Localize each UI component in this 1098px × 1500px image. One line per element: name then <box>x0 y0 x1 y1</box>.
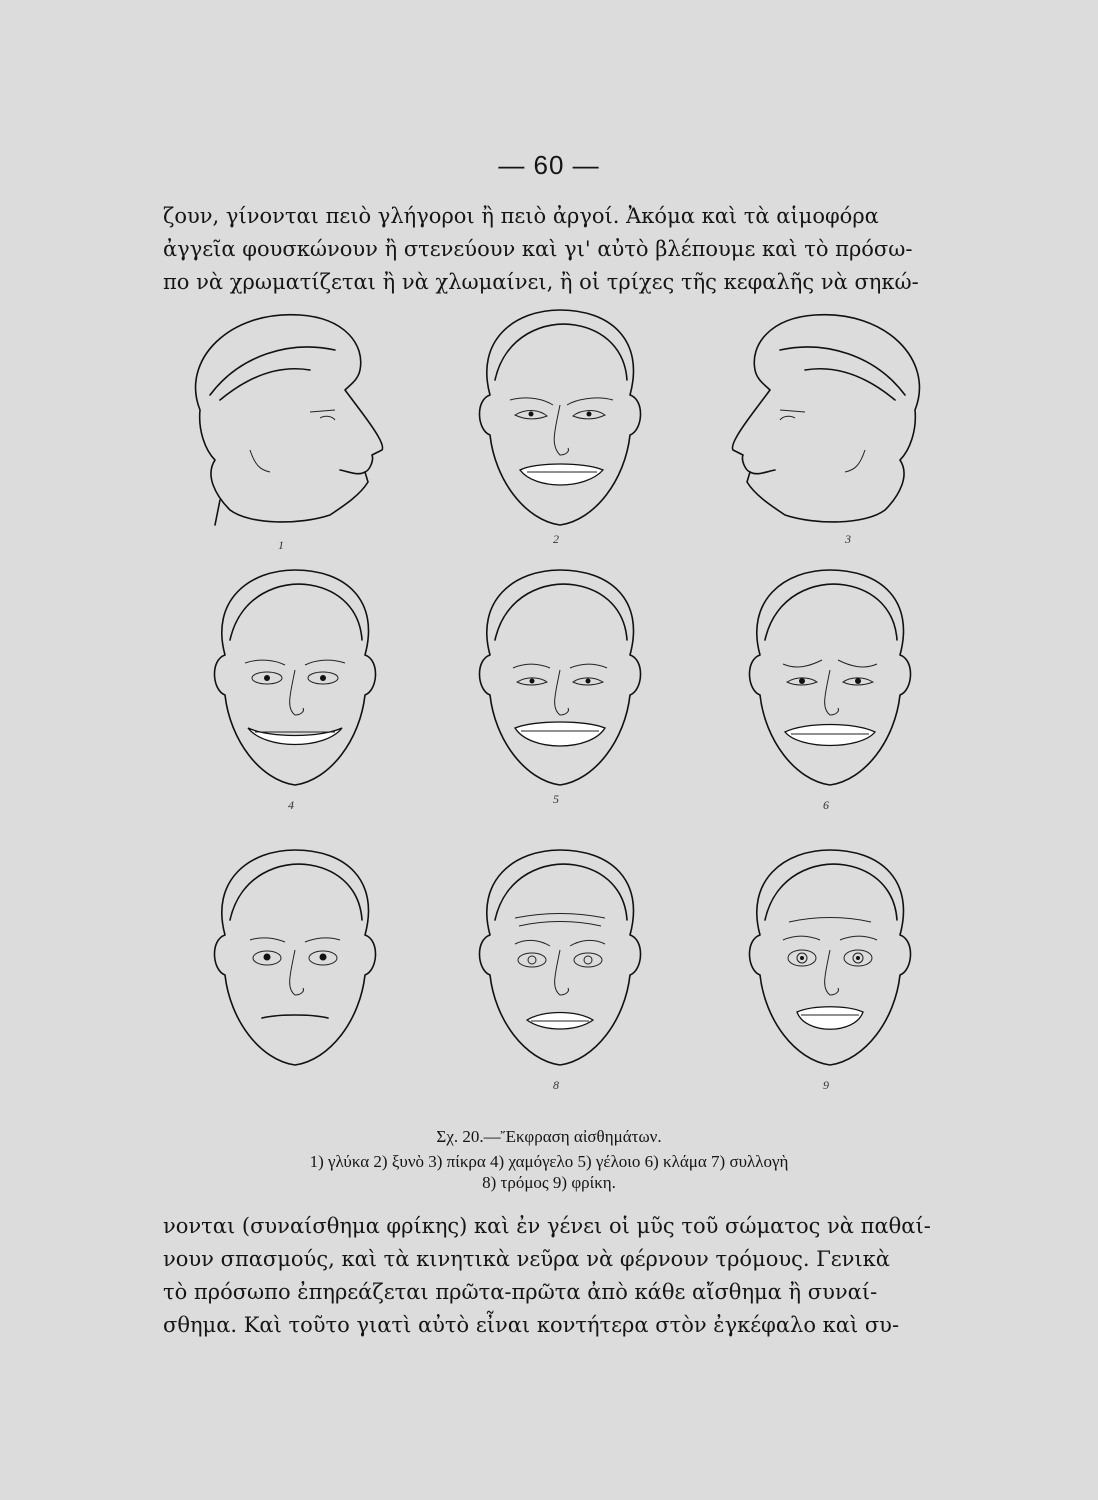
face-horror <box>705 840 955 1090</box>
facial-expressions-figure <box>150 300 970 1120</box>
face-number: 1 <box>278 538 284 552</box>
face-number: 2 <box>553 532 559 546</box>
page-number: — 60 — <box>498 150 600 180</box>
text-line: νονται (συναίσθημα φρίκης) καὶ ἐν γένει οἱ μῦς τοῦ σώματος νὰ παθαί- <box>163 1214 931 1238</box>
text-line: πο νὰ χρωματίζεται ἢ νὰ χλωμαίνει, ἢ οἱ τρίχες τῆς κεφαλῆς νὰ σηκώ- <box>163 270 919 294</box>
text-line: νουν σπασμούς, καὶ τὰ κινητικὰ νεῦρα νὰ φέρνουν τρόμους. Γενικὰ <box>163 1247 890 1271</box>
face-number: 3 <box>845 532 851 546</box>
text-line: τὸ πρόσωπο ἐπηρεάζεται πρῶτα-πρῶτα ἀπὸ κάθε αἴσθημα ἢ συναί- <box>163 1280 878 1304</box>
face-number: 9 <box>823 1078 829 1092</box>
text-line: σθημα. Καὶ τοῦτο γιατὶ αὐτὸ εἶναι κοντήτερα στὸν ἐγκέφαλο καὶ συ- <box>163 1313 900 1337</box>
figure-caption-line: 1) γλύκα 2) ξυνὸ 3) πίκρα 4) χαμόγελο 5) γέλοιο 6) κλάμα 7) συλλογὴ <box>309 1152 789 1171</box>
face-laughter <box>435 560 685 810</box>
face-smile <box>170 560 420 810</box>
face-number: 6 <box>823 798 829 812</box>
face-sour <box>435 300 685 550</box>
face-fear <box>435 840 685 1090</box>
face-number: 4 <box>288 798 294 812</box>
face-number: 5 <box>553 792 559 806</box>
text-line: ἀγγεῖα φουσκώνουν ἢ στενεύουν καὶ γι' αὐτὸ βλέπουμε καὶ τὸ πρόσω- <box>163 237 913 261</box>
figure-caption-title: Σχ. 20.—Ἔκφραση αἰσθημάτων. <box>436 1127 662 1146</box>
bottom-paragraph <box>163 1210 963 1342</box>
face-bitter-profile <box>705 300 955 550</box>
figure-caption-line: 8) τρόμος 9) φρίκη. <box>482 1173 616 1192</box>
face-sweet-profile <box>160 300 410 550</box>
face-thought <box>170 840 420 1090</box>
face-number: 8 <box>553 1078 559 1092</box>
text-line: ζουν, γίνονται πειὸ γλήγοροι ἢ πειὸ ἀργοί. Ἀκόμα καὶ τὰ αἱμοφόρα <box>163 204 879 228</box>
face-crying <box>705 560 955 810</box>
top-paragraph <box>163 200 963 299</box>
